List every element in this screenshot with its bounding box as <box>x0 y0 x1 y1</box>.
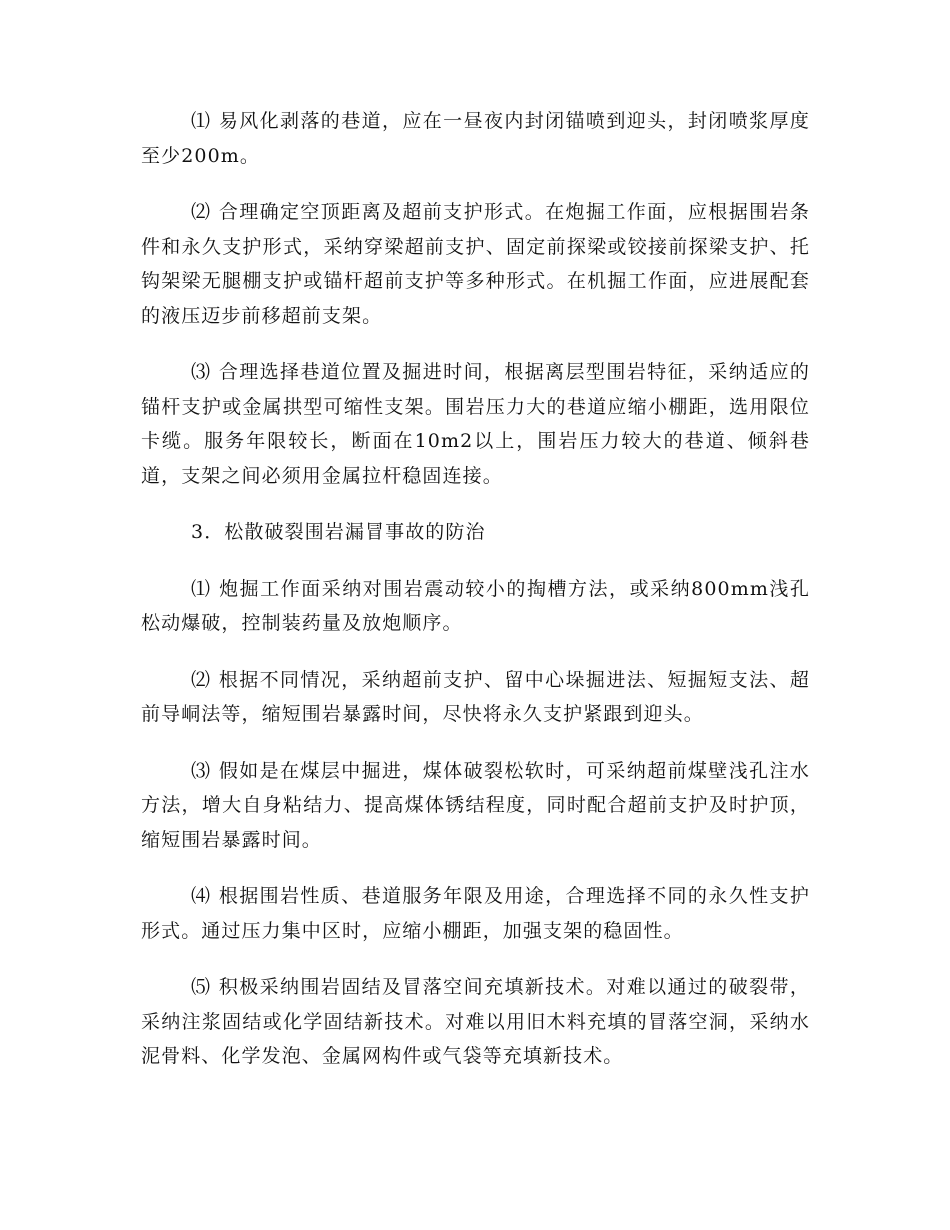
paragraph-1: ⑴ 易风化剥落的巷道，应在一昼夜内封闭锚喷到迎头，封闭喷浆厚度至少200m。 <box>141 110 810 167</box>
section-heading: 3．松散破裂围岩漏冒事故的防治 <box>191 521 486 543</box>
paragraph-5: ⑵ 根据不同情况，采纳超前支护、留中心垛掘进法、短掘短支法、超前导峒法等，缩短围岩暴露时间，尽快将永久支护紧跟到迎头。 <box>141 668 810 725</box>
paragraph-7: ⑷ 根据围岩性质、巷道服务年限及用途，合理选择不同的永久性支护形式。通过压力集中区时，应缩小棚距，加强支架的稳固性。 <box>141 885 810 942</box>
paragraph-8: ⑸ 积极采纳围岩固结及冒落空间充填新技术。对难以通过的破裂带，采纳注浆固结或化学固结新技术。对难以用旧木料充填的冒落空洞，采纳水泥骨料、化学发泡、金属网构件或气袋等充填新技术。 <box>141 976 810 1067</box>
paragraph-4: ⑴ 炮掘工作面采纳对围岩震动较小的掏槽方法，或采纳800mm浅孔松动爆破，控制装药量及放炮顺序。 <box>141 577 810 634</box>
paragraph-2: ⑵ 合理确定空顶距离及超前支护形式。在炮掘工作面，应根据围岩条件和永久支护形式，采纳穿梁超前支护、固定前探梁或铰接前探梁支护、托钩架梁无腿棚支护或锚杆超前支护等多种形式。在机掘工作面，应进展配套的液压迈步前移超前支架。 <box>141 201 810 327</box>
paragraph-3: ⑶ 合理选择巷道位置及掘进时间，根据离层型围岩特征，采纳适应的锚杆支护或金属拱型可缩性支架。围岩压力大的巷道应缩小棚距，选用限位卡缆。服务年限较长，断面在10m2以上，围岩压力较大的巷道、倾斜巷道，支架之间必须用金属拉杆稳固连接。 <box>141 361 810 487</box>
paragraph-6: ⑶ 假如是在煤层中掘进，煤体破裂松软时，可采纳超前煤壁浅孔注水方法，增大自身粘结力、提高煤体锈结程度，同时配合超前支护及时护顶，缩短围岩暴露时间。 <box>141 759 810 851</box>
